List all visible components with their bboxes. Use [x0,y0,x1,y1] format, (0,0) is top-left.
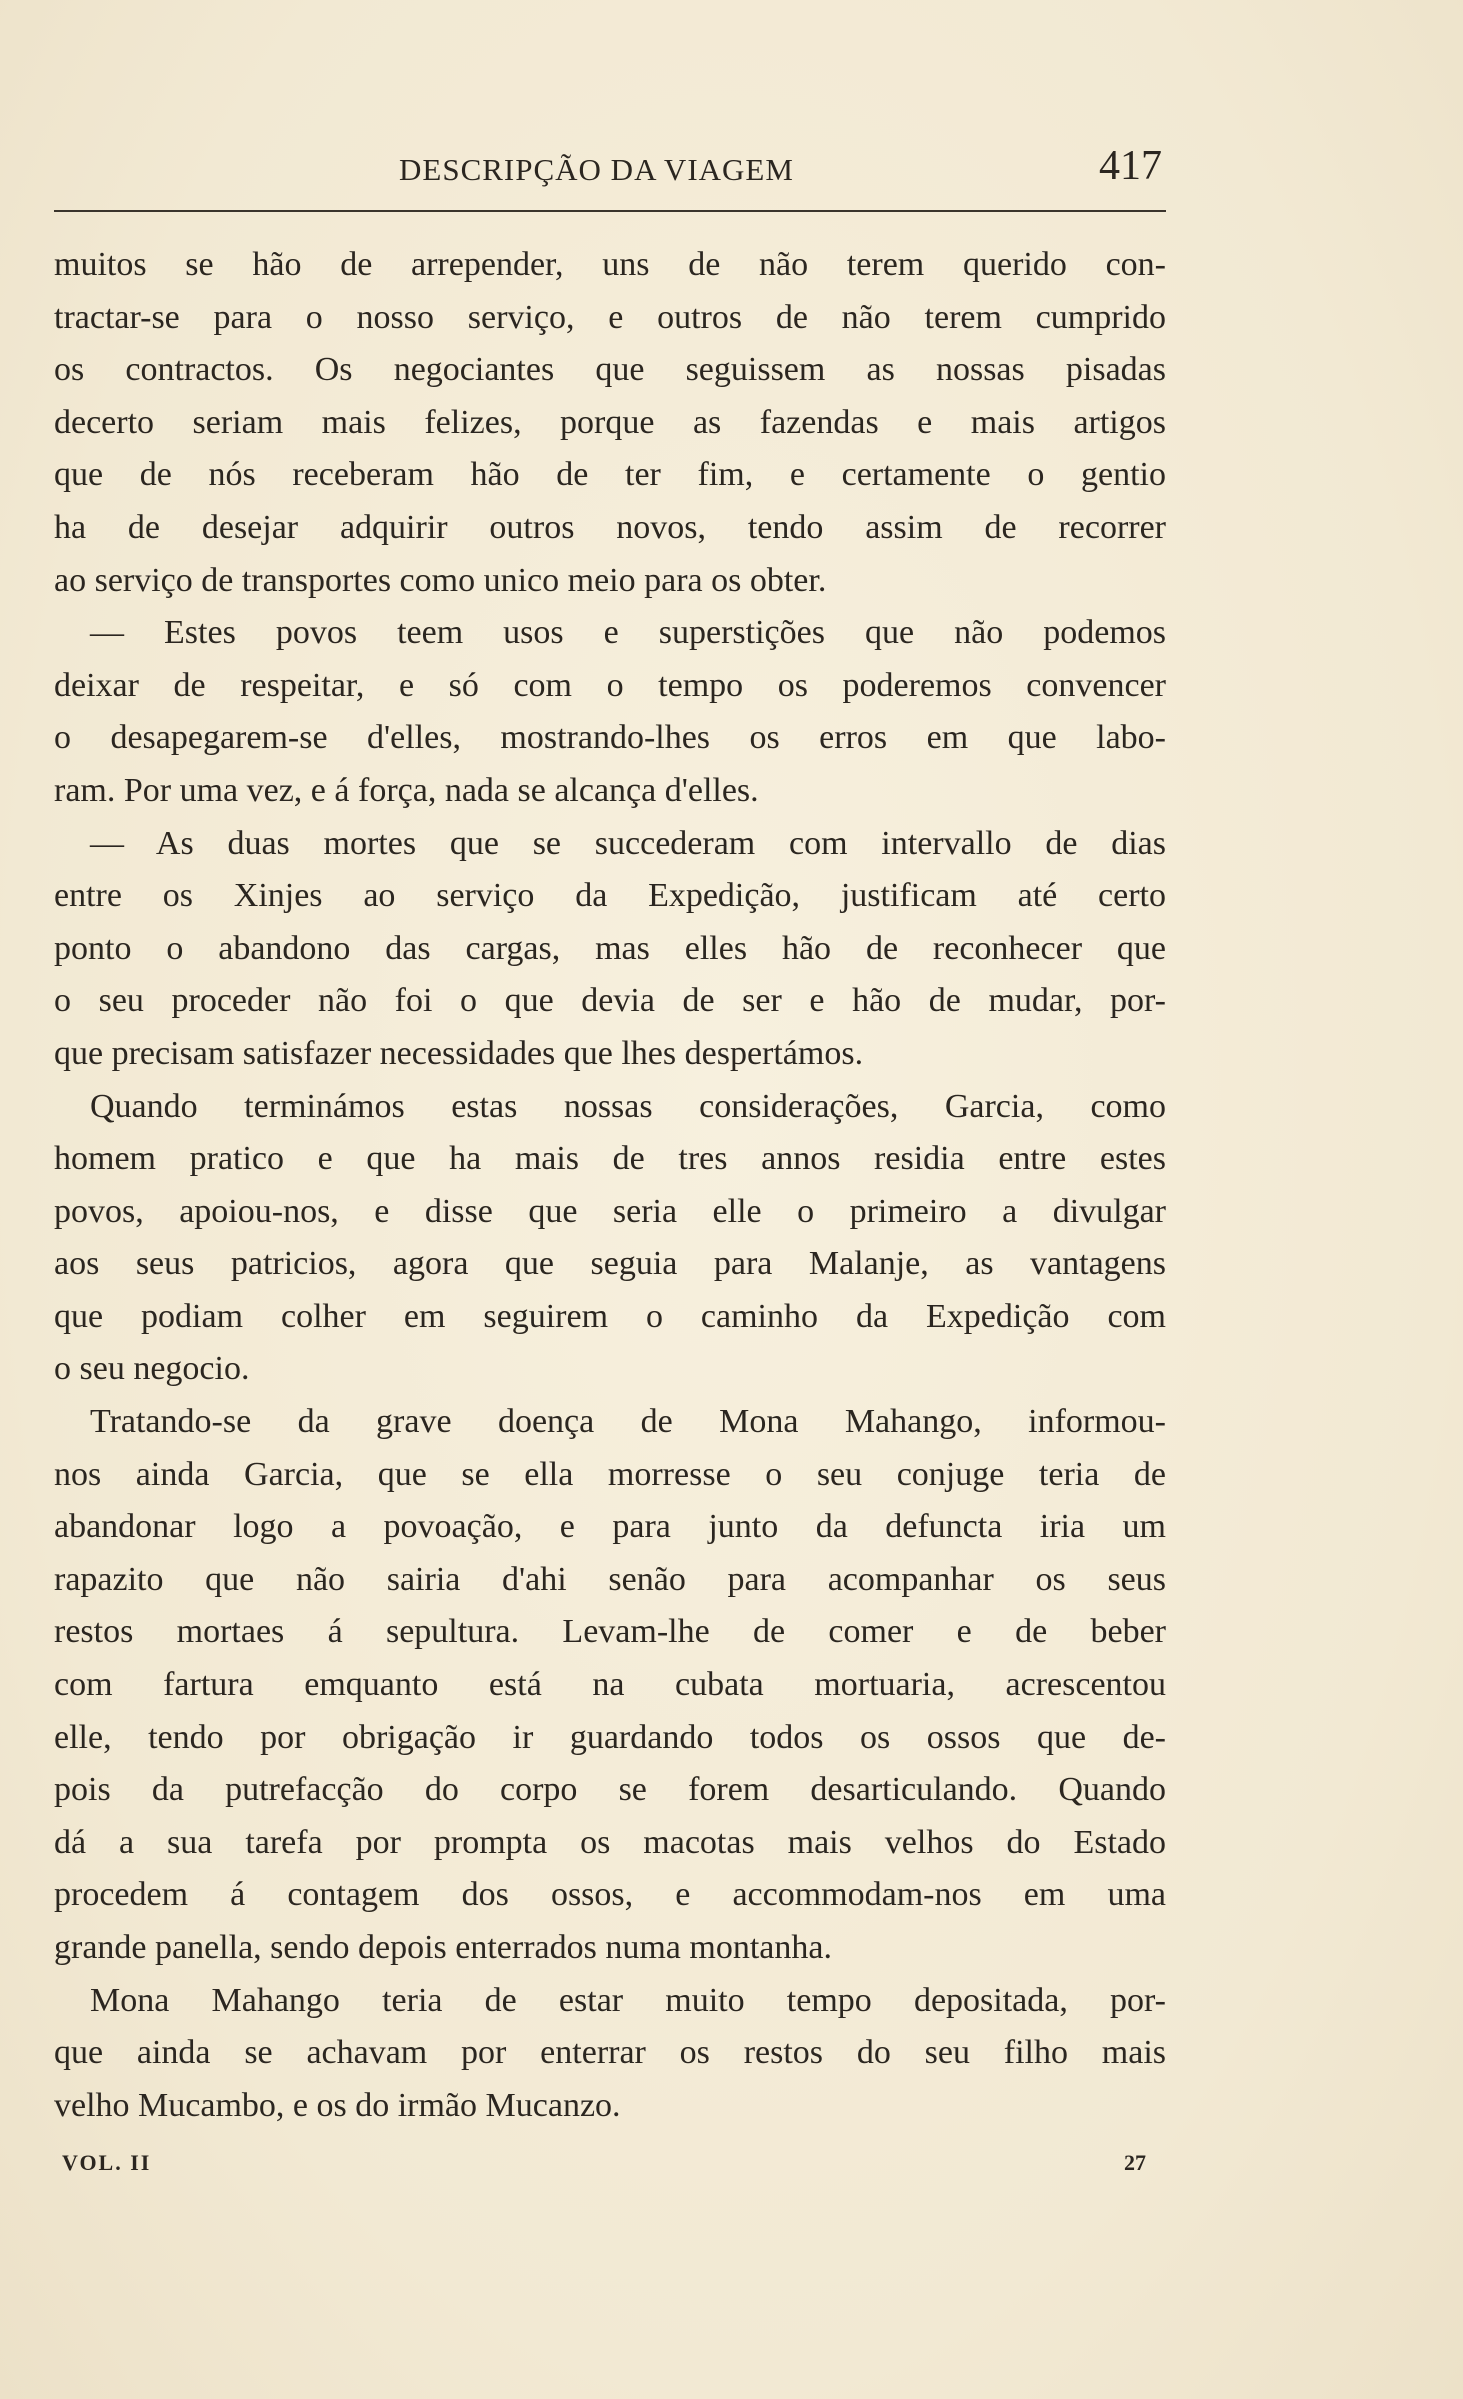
text-line: abandonar logo a povoação, e para junto da defuncta iria um [54,1508,1166,1546]
text-line: ponto o abandono das cargas, mas elles hão de reconhecer que [54,929,1166,967]
header-rule [54,210,1166,212]
text-line: Tratando-se da grave doença de Mona Mahango, informou- [90,1403,1166,1441]
text-line: procedem á contagem dos ossos, e accommodam-nos em uma [54,1876,1166,1914]
body-text [54,239,1166,2132]
text-line: ha de desejar adquirir outros novos, tendo assim de recorrer [54,508,1166,546]
text-line: — Estes povos teem usos e superstições que não podemos [90,614,1166,652]
text-line: os contractos. Os negociantes que seguissem as nossas pisadas [54,351,1166,389]
text-line: que precisam satisfazer necessidades que lhes despertámos. [54,1034,864,1072]
volume-label: VOL. II [62,2150,152,2175]
text-line: que podiam colher em seguirem o caminho da Expedição com [54,1297,1166,1335]
text-line: rapazito que não sairia d'ahi senão para acompanhar os seus [54,1560,1166,1598]
text-line: elle, tendo por obrigação ir guardando todos os ossos que de- [54,1718,1166,1756]
text-line: decerto seriam mais felizes, porque as fazendas e mais artigos [54,403,1166,441]
text-line: o desapegarem-se d'elles, mostrando-lhes os erros em que labo- [54,719,1166,757]
text-line: homem pratico e que ha mais de tres annos residia entre estes [54,1140,1166,1178]
text-line: entre os Xinjes ao serviço da Expedição, justificam até certo [54,877,1166,915]
text-line: aos seus patricios, agora que seguia para Malanje, as vantagens [54,1245,1166,1283]
text-line: que de nós receberam hão de ter fim, e certamente o gentio [54,456,1166,494]
text-line: grande panella, sendo depois enterrados numa montanha. [54,1929,832,1966]
text-line: o seu negocio. [54,1350,250,1388]
text-line: deixar de respeitar, e só com o tempo os poderemos convencer [54,666,1166,704]
text-line: — As duas mortes que se succederam com intervallo de dias [90,824,1166,862]
text-line: que ainda se achavam por enterrar os restos do seu filho mais [54,2034,1166,2072]
text-line: velho Mucambo, e os do irmão Mucanzo. [54,2086,621,2124]
page-number: 417 [1099,143,1162,189]
running-title: DESCRIPÇÃO DA VIAGEM [399,152,794,187]
text-line: nos ainda Garcia, que se ella morresse o seu conjuge teria de [54,1455,1166,1493]
text-line: ram. Por uma vez, e á força, nada se alcança d'elles. [54,771,759,809]
page-header [54,140,1166,200]
text-line: muitos se hão de arrepender, uns de não terem querido con- [54,246,1166,283]
page-footer [54,2150,1166,2190]
text-line: dá a sua tarefa por prompta os macotas mais velhos do Estado [54,1823,1166,1861]
text-line: ao serviço de transportes como unico meio para os obter. [54,561,827,599]
text-line: tractar-se para o nosso serviço, e outros de não terem cumprido [54,298,1166,336]
text-line: com fartura emquanto está na cubata mortuaria, acrescentou [54,1666,1166,1704]
text-line: o seu proceder não foi o que devia de ser e hão de mudar, por- [54,982,1166,1020]
text-line: pois da putrefacção do corpo se forem desarticulando. Quando [54,1771,1166,1809]
text-line: restos mortaes á sepultura. Levam-lhe de comer e de beber [54,1613,1166,1651]
text-line: povos, apoiou-nos, e disse que seria elle o primeiro a divulgar [54,1192,1166,1230]
text-line: Quando terminámos estas nossas considerações, Garcia, como [90,1087,1166,1125]
text-line: Mona Mahango teria de estar muito tempo depositada, por- [90,1981,1166,2019]
signature-mark: 27 [1124,2150,1146,2175]
